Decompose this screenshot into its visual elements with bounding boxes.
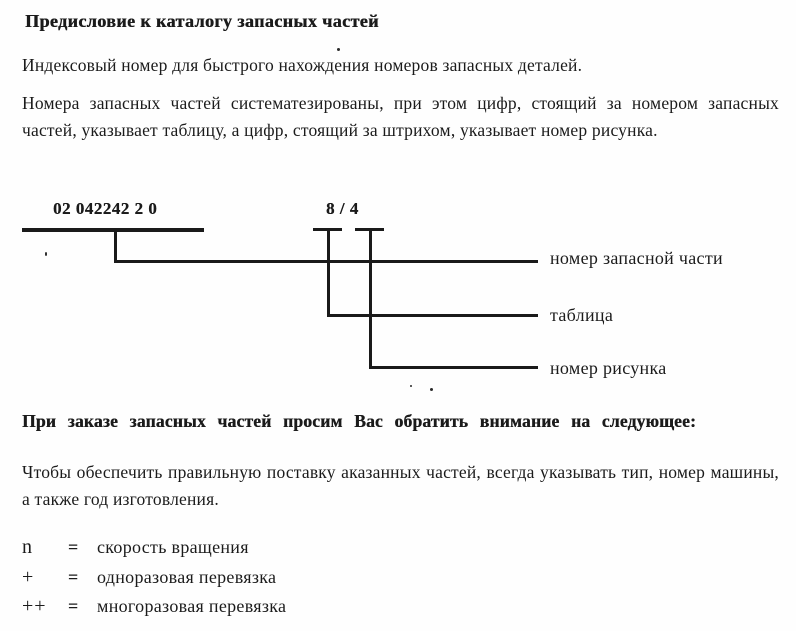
diagram-label-part-number: номер запасной части xyxy=(550,248,723,268)
order-paragraph: Чтобы обеспечить правильную поставку аказанных частей, всегда указывать тип, номер машины, а также год изготовления. xyxy=(22,462,779,509)
diagram-label-figure: номер рисунка xyxy=(550,358,667,378)
legend-symbol-plus: + xyxy=(22,566,35,588)
legend-row-multi-binding xyxy=(22,595,286,619)
legend-meaning: скорость вращения xyxy=(97,537,249,557)
equals-sign: = xyxy=(68,537,79,557)
ink-speck xyxy=(430,388,433,391)
order-heading: При заказе запасных частей просим Вас обратить внимание на следующее: xyxy=(22,411,696,431)
legend-row-speed xyxy=(22,536,249,560)
connector-vertical-figure xyxy=(369,229,372,369)
connector-vertical-table xyxy=(327,229,330,317)
part-number-label: 02 042242 2 0 xyxy=(53,199,158,218)
table-figure-label: 8 / 4 xyxy=(326,199,359,218)
legend-symbol-plus-plus: ++ xyxy=(22,595,47,617)
connector-vertical-part-number xyxy=(114,230,117,263)
page-title: Предисловие к каталогу запасных частей xyxy=(25,11,379,31)
equals-sign: = xyxy=(68,567,79,587)
footnote-dot xyxy=(337,48,340,51)
part-number-underline xyxy=(22,228,204,232)
legend-symbol-n: n xyxy=(22,536,33,558)
numbering-paragraph: Номера запасных частей систематезированы, при этом цифр, стоящий за номером запасных частей, указывает таблицу, а цифр, стоящий за штрихом, указывает номер рисунка. xyxy=(22,93,779,140)
connector-horizontal-table xyxy=(327,314,538,317)
legend-row-single-binding xyxy=(22,566,276,590)
diagram-label-table: таблица xyxy=(550,305,614,325)
connector-horizontal-figure xyxy=(369,366,538,369)
ink-speck xyxy=(410,385,412,387)
ink-speck xyxy=(45,252,47,256)
connector-horizontal-part-number xyxy=(114,260,538,263)
equals-sign: = xyxy=(68,596,79,616)
legend-meaning: многоразовая перевязка xyxy=(97,596,287,616)
intro-paragraph: Индексовый номер для быстрого нахождения номеров запасных деталей. xyxy=(22,55,583,75)
legend-meaning: одноразовая перевязка xyxy=(97,567,277,587)
